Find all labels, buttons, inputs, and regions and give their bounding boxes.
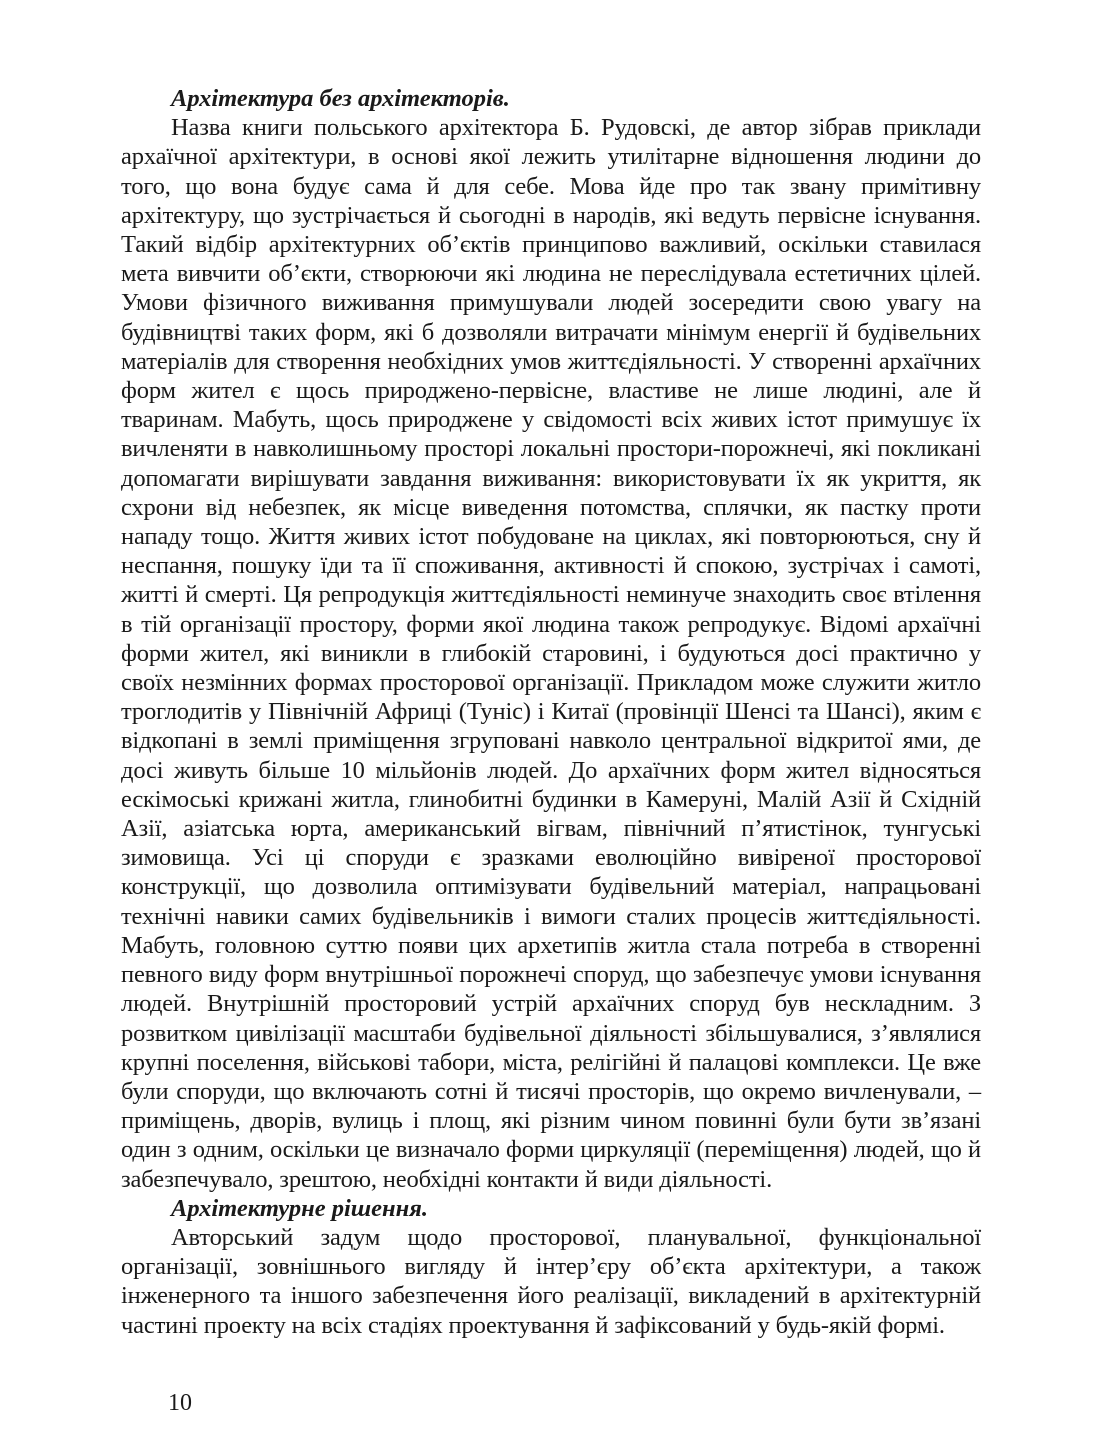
section-architecture-without-architects: [121, 84, 981, 1194]
section-paragraph: Назва книги польського архітектора Б. Рудовскі, де автор зібрав приклади архаїчної архітектури, в основі якої лежить утилітарне відношення людини до того, що вона будує сама й для себе. Мова йде про так звану примітивну архітектуру, що зустрічається й сьогодні в народів, які ведуть первісне існування. Такий відбір архітектурних об’єктів принципово важливий, оскільки ставилася мета вивчити об’єкти, створюючи які людина не переслідувала естетичних цілей. Умови фізичного виживання примушували людей зосередити свою увагу на будівництві таких форм, які б дозволяли витрачати мінімум енергії й будівельних матеріалів для створення необхідних умов життєдіяльності. У створенні архаїчних форм жител є щось природжено-первісне, властиве не лише людині, але й тваринам. Мабуть, щось природжене у свідомості всіх живих істот примушує їх вичленяти в навколишньому просторі локальні простори-порожнечі, які покликані допомагати вирішувати завдання виживання: використовувати їх як укриття, як схрони від небезпек, як місце виведення потомства, сплячки, як пастку проти нападу тощо. Життя живих істот побудоване на циклах, які повторюються, сну й неспання, пошуку їди та її споживання, активності й спокою, зустрічах і самоті, житті й смерті. Ця репродукція життєдіяльності неминуче знаходить своє втілення в тій організації простору, форми якої людина також репродукує. Відомі архаїчні форми жител, які виникли в глибокій старовині, і будуються досі практично у своїх незмінних формах просторової організації. Прикладом може служити житло троглодитів у Північній Африці (Туніс) і Китаї (провінції Шенсі та Шансі), яким є відкопані в землі приміщення згруповані навколо центральної відкритої ями, де досі живуть більше 10 мільйонів людей. До архаїчних форм жител відносяться ескімоські крижані житла, глинобитні будинки в Камеруні, Малій Азії й Східній Азії, азіатська юрта, американський вігвам, північний п’ятистінок, тунгуські зимовища. Усі ці споруди є зразками еволюційно вивіреної просторової конструкції, що дозволила оптимізувати будівельний матеріал, напрацьовані технічні навики самих будівельників і вимоги сталих процесів життєдіяльності. Мабуть, головною суттю появи цих архетипів житла стала потреба в створенні певного виду форм внутрішньої порожнечі споруд, що забезпечує умови існування людей. Внутрішній просторовий устрій архаїчних споруд був нескладним. З розвитком цивілізації масштаби будівельної діяльності збільшувалися, з’являлися крупні поселення, військові табори, міста, релігійні й палацові комплекси. Це вже були споруди, що включають сотні й тисячі просторів, що окремо вичленували, – приміщень, дворів, вулиць і площ, які різним чином повинні були бути зв’язані один з одним, оскільки це визначало форми циркуляції (переміщення) людей, що й забезпечувало, зрештою, необхідні контакти й види діяльності.: [121, 114, 981, 1193]
section-heading: Архітектурне рішення.: [171, 1194, 428, 1222]
section-paragraph: Авторський задум щодо просторової, планувальної, функціональної організації, зовнішнього вигляду й інтер’єру об’єкта архітектури, а також інженерного та іншого забезпечення його реалізації, викладений в архітектурній частині проекту на всіх стадіях проектування й зафіксований у будь-якій формі.: [121, 1223, 981, 1339]
section-architectural-solution: [121, 1194, 981, 1340]
page-number: 10: [168, 1390, 192, 1416]
section-heading: Архітектура без архітекторів.: [171, 85, 510, 112]
page-body: [121, 84, 981, 1340]
